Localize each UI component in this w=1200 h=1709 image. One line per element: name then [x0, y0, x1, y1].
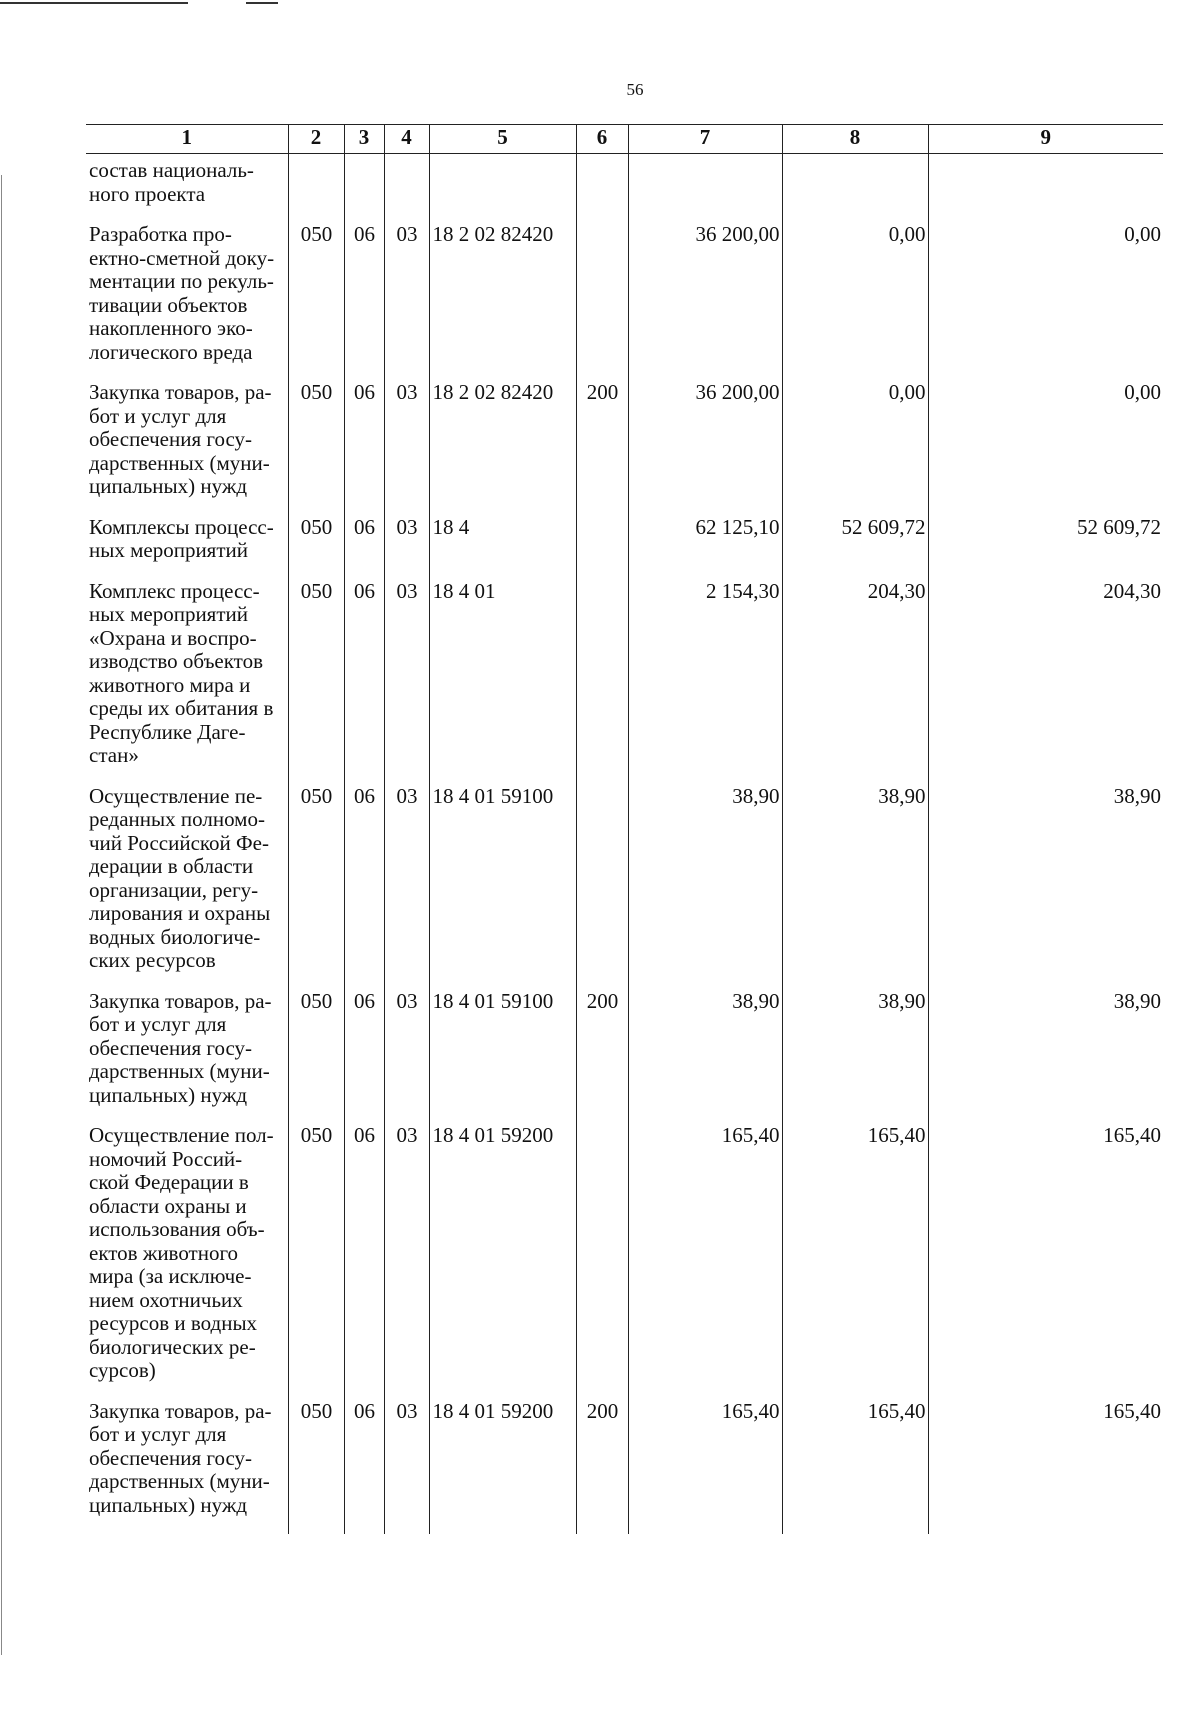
table-row	[86, 223, 1163, 381]
table-row	[86, 381, 1163, 516]
cell-amount-col8: 165,40	[782, 1400, 928, 1535]
cell-subsection: 03	[384, 381, 429, 516]
cell-section: 06	[344, 990, 384, 1125]
cell-target-article: 18 4 01 59200	[429, 1400, 576, 1535]
cell-amount-col7: 38,90	[628, 990, 782, 1125]
cell-amount-col8: 52 609,72	[782, 516, 928, 580]
cell-subsection: 03	[384, 785, 429, 990]
cell-amount-col8	[782, 154, 928, 224]
cell-amount-col7: 38,90	[628, 785, 782, 990]
cell-target-article: 18 2 02 82420	[429, 381, 576, 516]
table-row	[86, 154, 1163, 224]
cell-amount-col7: 36 200,00	[628, 223, 782, 381]
row-description: Закупка товаров, ра- бот и услуг для обеспечения госу- дарственных (муни- ципальных) нужд	[89, 988, 272, 1107]
row-description: Осуществление пе- реданных полномо- чий Российской Фе- дерации в области организации, регу- лирования и охраны водных биологиче- ских ресурсов	[89, 783, 271, 972]
column-header: 7	[628, 125, 782, 154]
cell-target-article: 18 4	[429, 516, 576, 580]
cell-amount-col8: 204,30	[782, 580, 928, 785]
cell-section: 06	[344, 223, 384, 381]
table-row	[86, 785, 1163, 990]
cell-amount-col8: 165,40	[782, 1124, 928, 1400]
row-description: Закупка товаров, ра- бот и услуг для обеспечения госу- дарственных (муни- ципальных) нужд	[89, 1398, 272, 1517]
cell-subsection: 03	[384, 223, 429, 381]
cell-amount-col9: 0,00	[928, 223, 1163, 381]
cell-amount-col9: 165,40	[928, 1124, 1163, 1400]
cell-section	[344, 154, 384, 224]
cell-amount-col8: 0,00	[782, 381, 928, 516]
cell-ministry-code: 050	[288, 516, 344, 580]
cell-section: 06	[344, 1400, 384, 1535]
cell-ministry-code: 050	[288, 580, 344, 785]
cell-amount-col7: 165,40	[628, 1124, 782, 1400]
cell-amount-col7	[628, 154, 782, 224]
cell-subsection: 03	[384, 1124, 429, 1400]
cell-expense-type	[576, 154, 628, 224]
cell-amount-col9: 38,90	[928, 990, 1163, 1125]
row-description: Разработка про- ектно-сметной доку- ментации по рекуль- тивации объектов накопленного эко- логического вреда	[89, 222, 275, 364]
cell-ministry-code: 050	[288, 1400, 344, 1535]
row-description: Комплекс процесс- ных мероприятий «Охрана и воспро- изводство объектов животного мира и среды их обитания в Республике Даге- стан»	[89, 578, 274, 767]
cell-expense-type: 200	[576, 990, 628, 1125]
cell-amount-col8: 38,90	[782, 785, 928, 990]
cell-subsection: 03	[384, 516, 429, 580]
column-header: 9	[928, 125, 1163, 154]
cell-section: 06	[344, 381, 384, 516]
cell-section: 06	[344, 516, 384, 580]
cell-subsection: 03	[384, 990, 429, 1125]
scan-edge-line	[246, 2, 278, 4]
cell-amount-col7: 165,40	[628, 1400, 782, 1535]
table-row	[86, 1400, 1163, 1535]
column-header: 4	[384, 125, 429, 154]
cell-section: 06	[344, 580, 384, 785]
table-row	[86, 580, 1163, 785]
cell-target-article: 18 4 01 59100	[429, 785, 576, 990]
column-header: 5	[429, 125, 576, 154]
cell-ministry-code: 050	[288, 990, 344, 1125]
table-row	[86, 516, 1163, 580]
cell-ministry-code: 050	[288, 381, 344, 516]
cell-expense-type	[576, 223, 628, 381]
cell-ministry-code	[288, 154, 344, 224]
row-description: состав националь- ного проекта	[89, 158, 254, 206]
cell-expense-type	[576, 580, 628, 785]
row-description: Осуществление пол- номочий Россий- ской Федерации в области охраны и использования объ- ектов животного мира (за исключе- нием охотничьих ресурсов и водных биологических ре- сурсов)	[89, 1123, 274, 1382]
column-header: 2	[288, 125, 344, 154]
cell-amount-col9: 204,30	[928, 580, 1163, 785]
table-header-row	[86, 125, 1163, 154]
cell-target-article: 18 4 01 59200	[429, 1124, 576, 1400]
cell-amount-col9	[928, 154, 1163, 224]
cell-section: 06	[344, 1124, 384, 1400]
cell-subsection: 03	[384, 1400, 429, 1535]
cell-target-article: 18 4 01	[429, 580, 576, 785]
cell-expense-type	[576, 516, 628, 580]
cell-target-article	[429, 154, 576, 224]
cell-amount-col8: 0,00	[782, 223, 928, 381]
column-header: 8	[782, 125, 928, 154]
cell-amount-col9: 38,90	[928, 785, 1163, 990]
cell-subsection	[384, 154, 429, 224]
cell-subsection: 03	[384, 580, 429, 785]
cell-amount-col9: 52 609,72	[928, 516, 1163, 580]
cell-ministry-code: 050	[288, 1124, 344, 1400]
table-row	[86, 1124, 1163, 1400]
cell-section: 06	[344, 785, 384, 990]
cell-ministry-code: 050	[288, 223, 344, 381]
cell-expense-type	[576, 1124, 628, 1400]
page-number: 56	[626, 80, 644, 99]
scan-edge-line	[1, 175, 2, 1655]
column-header: 6	[576, 125, 628, 154]
table-row	[86, 990, 1163, 1125]
scan-edge-line	[0, 2, 188, 4]
cell-amount-col7: 62 125,10	[628, 516, 782, 580]
cell-target-article: 18 4 01 59100	[429, 990, 576, 1125]
column-header: 3	[344, 125, 384, 154]
cell-expense-type	[576, 785, 628, 990]
cell-expense-type: 200	[576, 1400, 628, 1535]
cell-amount-col7: 2 154,30	[628, 580, 782, 785]
cell-target-article: 18 2 02 82420	[429, 223, 576, 381]
cell-ministry-code: 050	[288, 785, 344, 990]
column-header: 1	[86, 125, 288, 154]
budget-table	[86, 124, 1163, 1534]
row-description: Закупка товаров, ра- бот и услуг для обеспечения госу- дарственных (муни- ципальных) нужд	[89, 380, 272, 498]
cell-amount-col7: 36 200,00	[628, 381, 782, 516]
cell-expense-type: 200	[576, 381, 628, 516]
cell-amount-col9: 0,00	[928, 381, 1163, 516]
cell-amount-col9: 165,40	[928, 1400, 1163, 1535]
cell-amount-col8: 38,90	[782, 990, 928, 1125]
row-description: Комплексы процесс- ных мероприятий	[89, 514, 274, 562]
